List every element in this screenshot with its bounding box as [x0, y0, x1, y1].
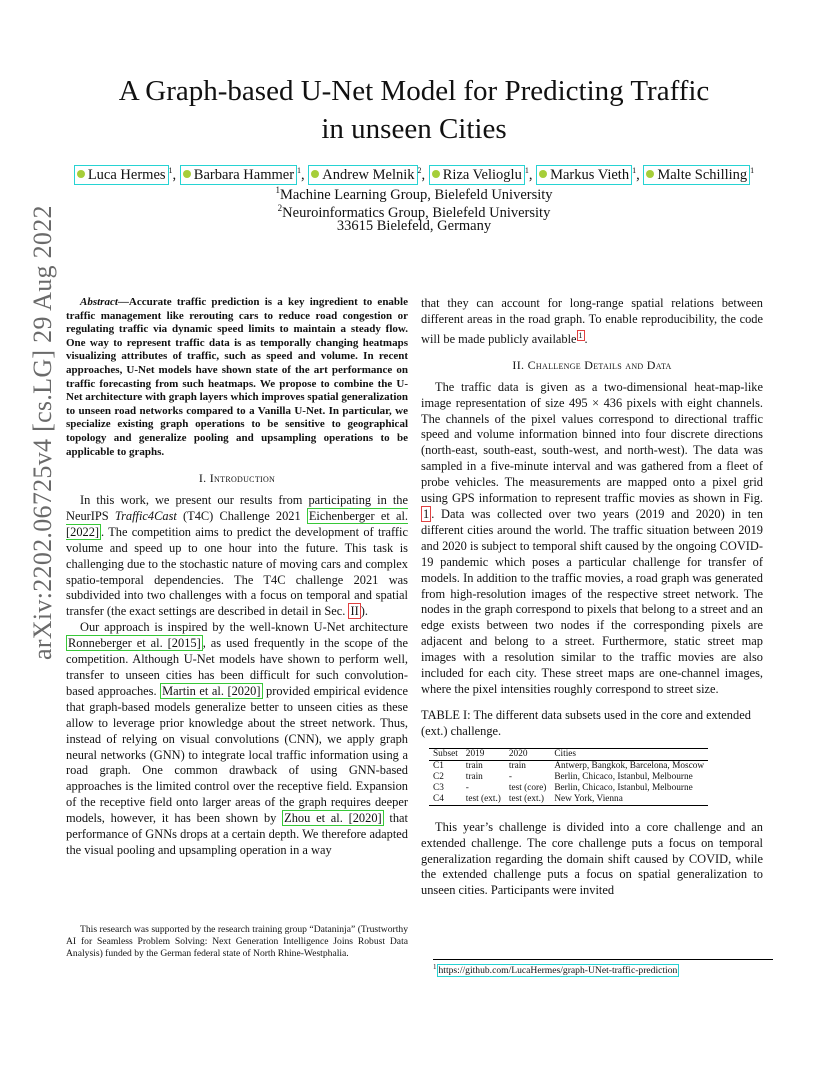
funding-footnote: This research was supported by the research training group “Dataninja” (Trustworthy AI for Seamless Problem Solving: Next Generation Intelligence Joins Robust Data Analysis) funded by the German federal state of North Rhine-Westphalia. — [66, 924, 408, 959]
table-header: Subset — [433, 748, 458, 759]
intro-paragraph-1: In this work, we present our results from participating in the NeurIPS Traffic4Cast (T4C) Challenge 2021 Eichenberger et al. [2022] . The competition aims to predict the development of traffic volume and speed up to one hour into the future. This task is challenging due to the stochastic nature of moving cars and complex spatio-temporal dependencies. The T4C challenge 2021 was subdivided into two challenges with a focus on temporal and spatial transfer (the exact settings are described in detail in Sec. II ). — [66, 493, 408, 619]
author-link[interactable]: Riza Velioglu — [429, 165, 525, 185]
table-cell: train — [508, 760, 526, 771]
table-cell: test (ext.) — [465, 793, 501, 804]
citation-link[interactable]: Ronneberger et al. [2015] — [68, 636, 201, 651]
table-cell: Antwerp, Bangkok, Barcelona, Moscow — [554, 760, 705, 771]
left-column — [66, 296, 408, 859]
author-link[interactable]: Malte Schilling — [643, 165, 750, 185]
footnote-rule — [433, 959, 773, 960]
table-cell: C1 — [433, 760, 444, 771]
title-line-1: A Graph-based U-Net Model for Predicting Traffic — [118, 75, 710, 107]
author-link[interactable]: Luca Hermes — [74, 165, 169, 185]
challenge-paragraph-1: The traffic data is given as a two-dimensional heat-map-like image representation of size 495 × 436 pixels with eight channels. The channels of the pixel values correspond to directional traffic speed and volume information binned into four discrete directions (north-east, south-east, south-west, and north-west). The data was sampled in a five-minute interval and was gathered from a fleet of probe vehicles. The measurements are mapped onto a pixel grid using GPS information to represent traffic movies as shown in Fig. 1 . Data was collected over two years (2019 and 2020) in ten different cities around the world. The traffic situation between 2019 and 2020 is subject to temporal shift caused by the ongoing COVID-19 pandemic which poses a particular challenge for transfer of models. In addition to the traffic movies, a road graph was generated from high-resolution images of the respective street network. The nodes in the graph correspond to pixels that belong to a street and an edge exists between two nodes if the corresponding pixels are adjacent and belong to a street. Furthermore, static street map images with a resolution similar to the traffic movies are also included for each city. These street maps are one-channel images, where the pixel intensities roughly correspond to street size. — [421, 379, 763, 696]
abstract: Abstract—Accurate traffic prediction is a key ingredient to enable traffic management like rerouting cars to reduce road congestion or regulating traffic via dynamic speed limits to maintain a steady flow. One way to represent traffic data is as temporally changing heatmaps visualizing attributes of traffic, such as speed and volume. In recent approaches, U-Net models have shown state of the art performance on traffic forecasting from such heatmaps. We propose to combine the U-Net architecture with graph layers which improves spatial generalization to unseen road networks compared to a Vanilla U-Net. In particular, we specialize existing graph operations to be sensitive to geographical topology and generalize pooling and upsampling operations to be applicable to graphs. — [66, 296, 408, 458]
table-cell: Berlin, Chicaco, Istanbul, Melbourne — [554, 771, 693, 782]
orcid-icon — [432, 170, 440, 178]
table-cell: C2 — [433, 771, 444, 782]
orcid-icon — [77, 170, 85, 178]
table-caption: TABLE I: The different data subsets used in the core and extended (ext.) challenge. — [421, 707, 751, 738]
orcid-icon — [311, 170, 319, 178]
paper-title — [0, 72, 828, 148]
abstract-label: Abstract — [80, 296, 118, 308]
table-row — [429, 783, 708, 794]
table-cell: C3 — [433, 782, 444, 793]
table-cell: Berlin, Chicaco, Istanbul, Melbourne — [554, 782, 693, 793]
table-row — [429, 760, 708, 772]
citation-link[interactable]: Eichenberger et al. [2022] — [66, 508, 408, 539]
affiliation-3: 33615 Bielefeld, Germany — [336, 218, 492, 234]
intro-paragraph-2: Our approach is inspired by the well-known U-Net architecture Ronneberger et al. [2015] , as used frequently in the scope of the competition. Although U-Net models have shown to perform well, transfer to unseen cities has been difficult for such convolution-based approaches. Martin et al. [2020] provided empirical evidence that graph-based models generalize better to unseen cities as these allow to leverage prior knowledge about the street network. Thus, instead of relying on visual convolutions (CNN), we apply graph neural networks (GNN) to integrate local traffic information using a road graph. One common drawback of using GNN-based approaches is the limited control over the receptive field. Expansion of the receptive field onto larger areas of the graph requires deeper models, however, it has been shown by Zhou et al. [2020] that performance of GNNs drops at a certain depth. We therefore adapted the visual pooling and upsampling operation in a way — [66, 620, 409, 857]
figure-reference-link[interactable]: 1 — [423, 507, 430, 521]
table-cell: - — [508, 771, 513, 782]
title-line-2: in unseen Cities — [321, 113, 507, 145]
continued-paragraph: that they can account for long-range spatial relations between different areas in the road graph. To enable reproducibility, the code will be made publicly available $^1$ . — [421, 296, 763, 346]
table-cell: train — [465, 771, 483, 782]
section-reference-link[interactable]: II — [350, 604, 359, 619]
table-header: 2019 — [465, 748, 485, 759]
table-cell: test (core) — [508, 782, 547, 793]
table-cell: C4 — [433, 793, 444, 804]
table-cell: train — [465, 760, 483, 771]
table-header: Cities — [554, 748, 577, 759]
footnote-reference-link[interactable]: 1 — [578, 330, 583, 340]
table-header-row — [429, 748, 708, 760]
challenge-paragraph-2: This year’s challenge is divided into a core challenge and an extended challenge. The core challenge puts a focus on temporal generalization regarding the domain shift caused by COVID, while the extended challenge puts a focus on spatial generalization to unseen cities. Participants were invited — [421, 819, 763, 898]
table-row — [429, 794, 708, 806]
affiliation-1: $^1$Machine Learning Group, Bielefeld University — [275, 185, 553, 203]
orcid-icon — [646, 170, 654, 178]
author-link[interactable]: Barbara Hammer — [180, 165, 297, 185]
section-heading-introduction: I. Introduction — [198, 471, 276, 486]
table-row — [429, 772, 708, 783]
data-subsets-table — [429, 748, 708, 806]
author-list: Luca Hermes $^1$, Barbara Hammer $^1$, Andrew Melnik $^2$, Riza Velioglu $^1$, Markus Vieth $^1$, Malte Schilling $^1$ — [0, 162, 828, 185]
github-url-link[interactable]: https://github.com/LucaHermes/graph-UNet-traffic-prediction — [438, 965, 678, 977]
table-cell: test (ext.) — [508, 793, 545, 804]
citation-link[interactable]: Zhou et al. [2020] — [284, 811, 382, 826]
author-link[interactable]: Andrew Melnik — [308, 165, 417, 185]
right-column — [421, 296, 763, 899]
orcid-icon — [539, 170, 547, 178]
citation-link[interactable]: Martin et al. [2020] — [162, 683, 261, 698]
table-cell: - — [465, 782, 469, 793]
table-cell: New York, Vienna — [554, 793, 623, 804]
arxiv-identifier: arXiv:2202.06725v4 [cs.LG] 29 Aug 2022 — [28, 205, 57, 660]
author-link[interactable]: Markus Vieth — [536, 165, 632, 185]
section-heading-challenge: II. Challenge Details and Data — [512, 357, 672, 372]
table-header: 2020 — [508, 748, 528, 759]
orcid-icon — [183, 170, 191, 178]
github-footnote: $^1$ https://github.com/LucaHermes/graph-UNet-traffic-prediction — [433, 963, 678, 977]
affiliation-2: $^2$Neuroinformatics Group, Bielefeld University — [277, 203, 551, 221]
